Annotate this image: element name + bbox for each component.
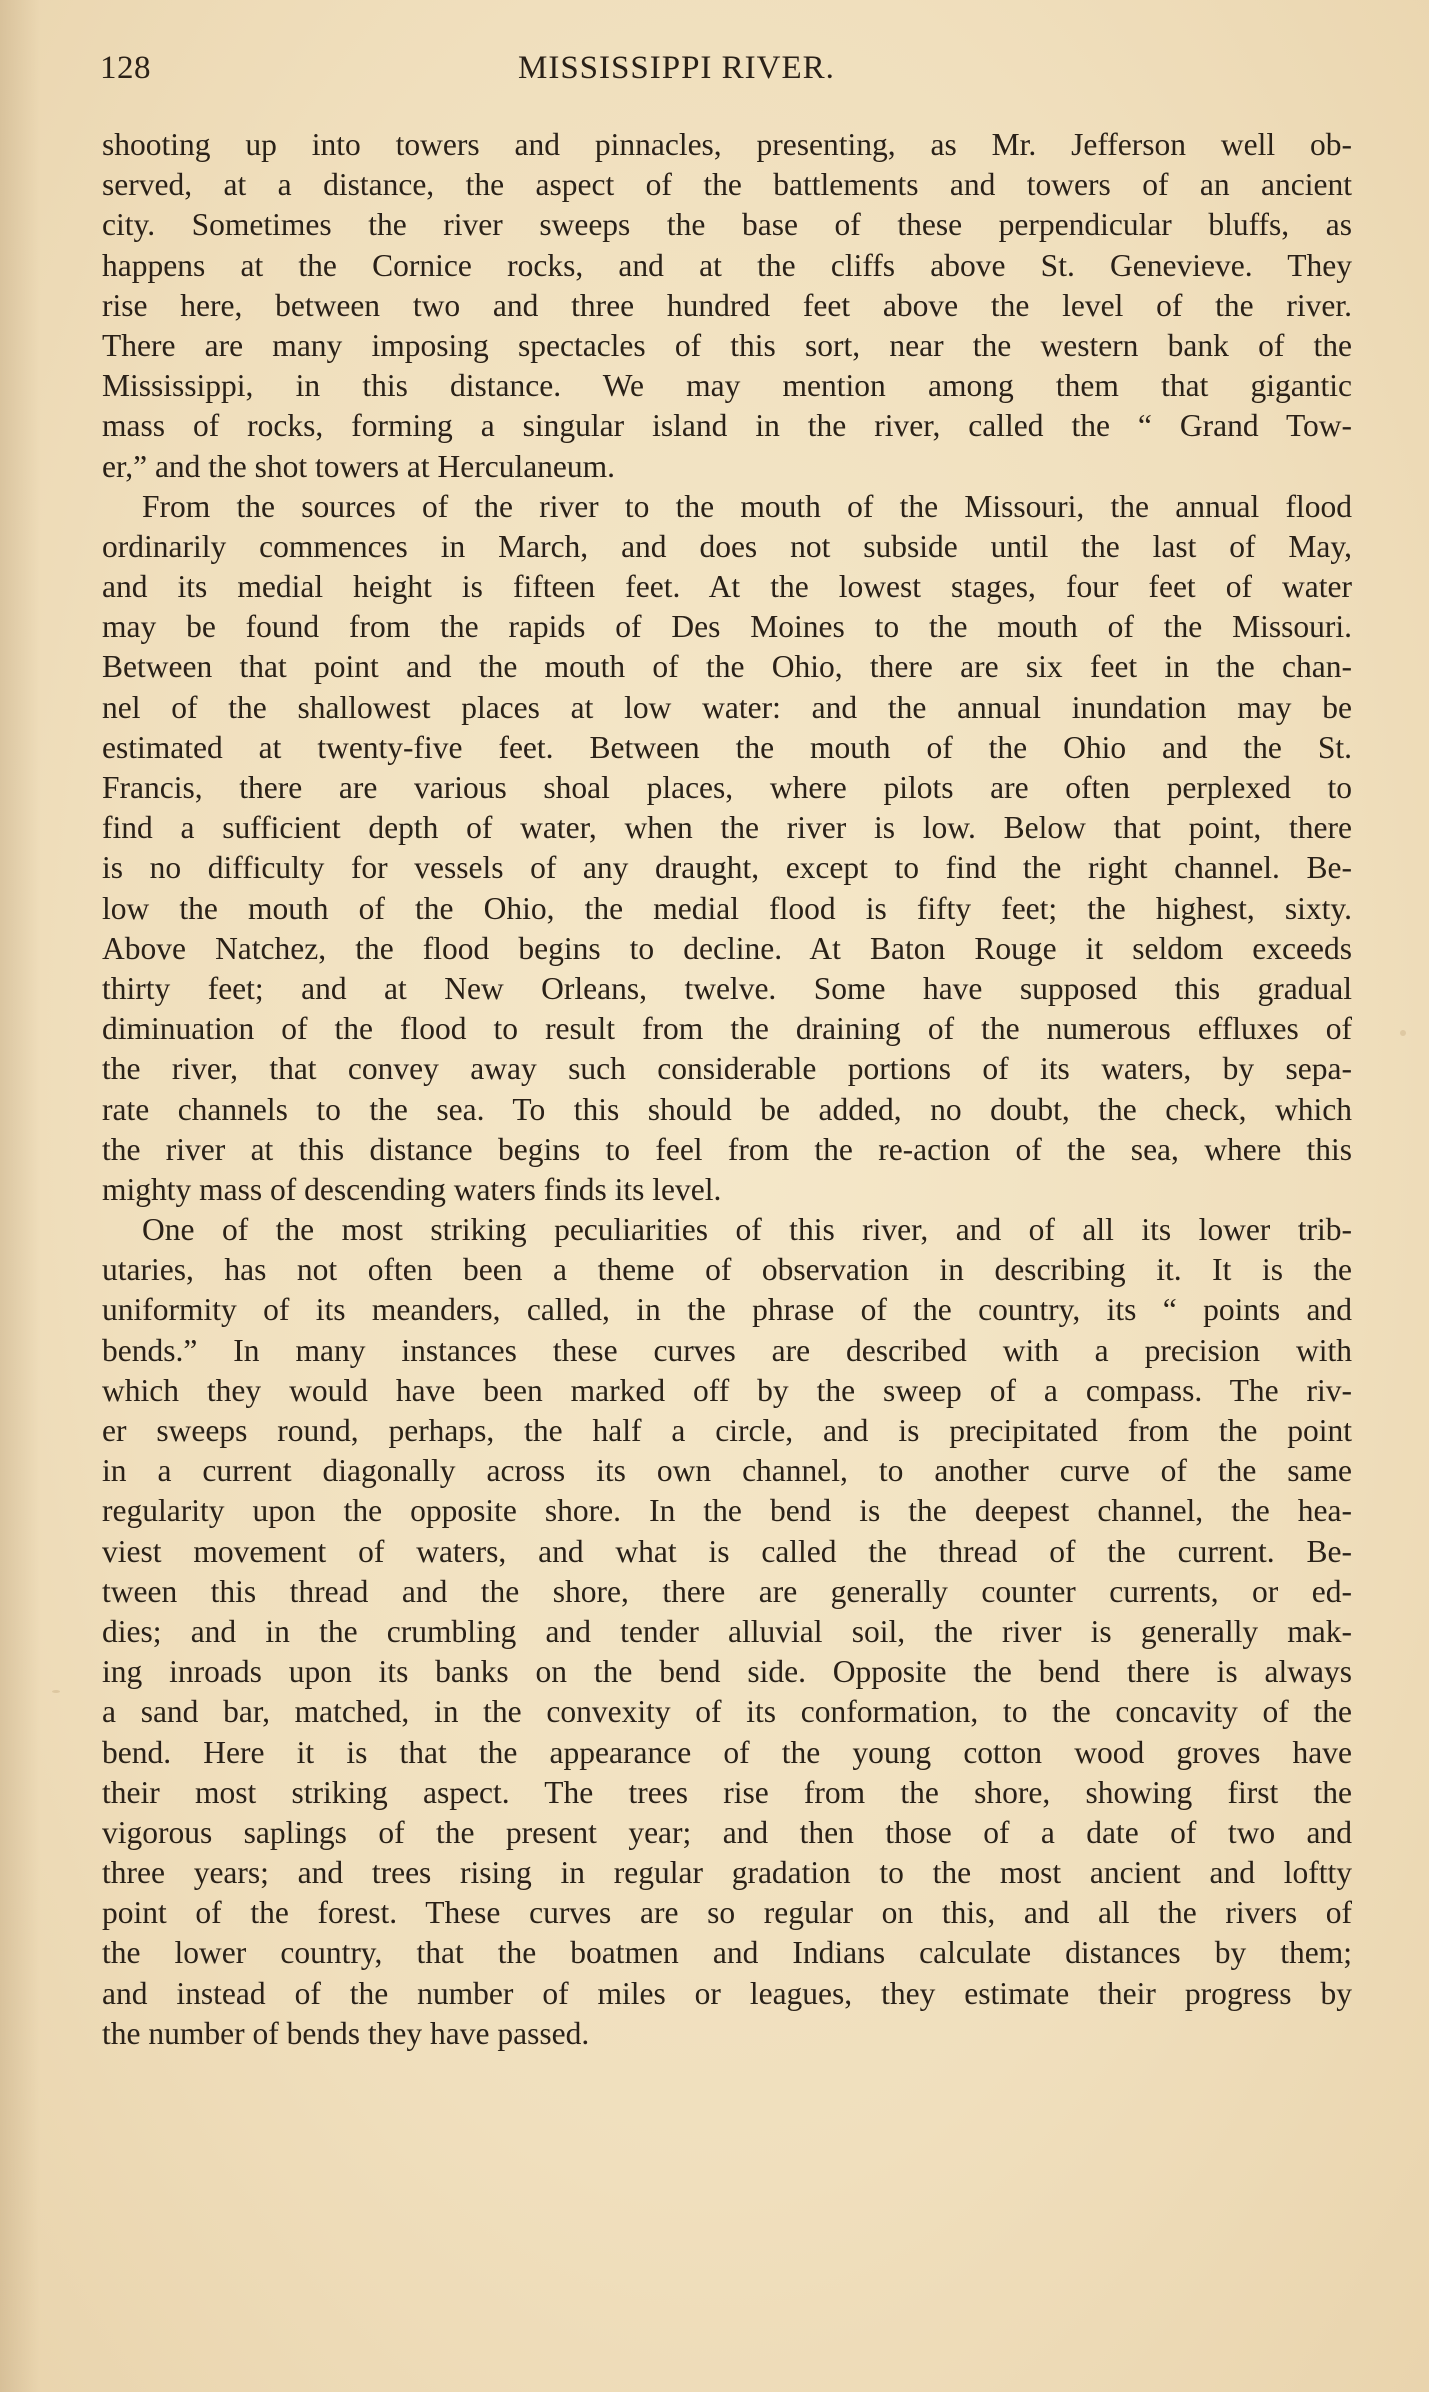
text-line: dies; and in the crumbling and tender alluvial soil, the river is generally mak- (102, 1613, 1352, 1649)
text-line: the lower country, that the boatmen and Indians calculate distances by them; (102, 1935, 1352, 1971)
text-line: er,” and the shot towers at Herculaneum. (102, 448, 616, 484)
text-line: city. Sometimes the river sweeps the base of these perpendicular bluffs, as (102, 207, 1352, 243)
text-line: Above Natchez, the flood begins to decline. At Baton Rouge it seldom exceeds (102, 930, 1352, 966)
text-line: Mississippi, in this distance. We may mention among them that gigantic (102, 368, 1352, 404)
text-line: a sand bar, matched, in the convexity of its conformation, to the concavity of the (102, 1694, 1352, 1730)
text-line: Francis, there are various shoal places, where pilots are often perplexed to (102, 770, 1352, 805)
body-text (102, 125, 1352, 2054)
text-line: Between that point and the mouth of the Ohio, there are six feet in the chan- (102, 649, 1352, 685)
text-line: in a current diagonally across its own channel, to another curve of the same (102, 1453, 1352, 1489)
page-header (100, 50, 1360, 110)
page-gutter-shadow (0, 0, 40, 2392)
text-line: estimated at twenty-five feet. Between the mouth of the Ohio and the St. (102, 729, 1352, 765)
text-line: mass of rocks, forming a singular island in the river, called the “ Grand Tow- (102, 408, 1352, 444)
text-line: and instead of the number of miles or leagues, they estimate their progress by (102, 1975, 1352, 2011)
text-line: is no difficulty for vessels of any draught, except to find the right channel. Be- (102, 850, 1352, 886)
text-line: regularity upon the opposite shore. In the bend is the deepest channel, the hea- (102, 1493, 1352, 1529)
text-line: One of the most striking peculiarities of this river, and of all its lower trib- (142, 1212, 1352, 1248)
text-line: may be found from the rapids of Des Moines to the mouth of the Missouri. (102, 609, 1352, 645)
text-line: er sweeps round, perhaps, the half a circle, and is precipitated from the point (102, 1413, 1352, 1448)
text-line: viest movement of waters, and what is called the thread of the current. Be- (102, 1533, 1352, 1569)
text-line: tween this thread and the shore, there are generally counter currents, or ed- (102, 1573, 1352, 1609)
text-line: utaries, has not often been a theme of observation in describing it. It is the (102, 1252, 1352, 1288)
text-line: rate channels to the sea. To this should be added, no doubt, the check, which (102, 1091, 1352, 1127)
text-line: ordinarily commences in March, and does not subside until the last of May, (102, 528, 1352, 564)
paper-spot (1400, 1030, 1406, 1036)
text-line: rise here, between two and three hundred feet above the level of the river. (102, 287, 1352, 323)
text-line: thirty feet; and at New Orleans, twelve. Some have supposed this gradual (102, 970, 1352, 1006)
text-line: ing inroads upon its banks on the bend side. Opposite the bend there is always (102, 1654, 1352, 1690)
text-line: bend. Here it is that the appearance of the young cotton wood groves have (102, 1734, 1352, 1770)
text-line: diminuation of the flood to result from the draining of the numerous effluxes of (102, 1011, 1352, 1047)
text-line: happens at the Cornice rocks, and at the cliffs above St. Genevieve. They (102, 247, 1352, 283)
text-line: three years; and trees rising in regular gradation to the most ancient and loftty (102, 1855, 1352, 1891)
text-line: and its medial height is fifteen feet. At the lowest stages, four feet of water (102, 569, 1352, 605)
text-line: point of the forest. These curves are so regular on this, and all the rivers of (102, 1895, 1352, 1931)
paper-spot (52, 1690, 60, 1693)
text-line: nel of the shallowest places at low water: and the annual inundation may be (102, 689, 1352, 725)
text-line: find a sufficient depth of water, when the river is low. Below that point, there (102, 810, 1352, 846)
text-line: shooting up into towers and pinnacles, presenting, as Mr. Jefferson well ob- (102, 127, 1352, 162)
text-line: vigorous saplings of the present year; and then those of a date of two and (102, 1814, 1352, 1850)
text-line: There are many imposing spectacles of this sort, near the western bank of the (102, 327, 1352, 363)
text-line: bends.” In many instances these curves are described with a precision with (102, 1332, 1352, 1368)
text-line: which they would have been marked off by the sweep of a compass. The riv- (102, 1372, 1352, 1408)
text-line: From the sources of the river to the mouth of the Missouri, the annual flood (142, 488, 1352, 524)
text-line: the number of bends they have passed. (102, 2015, 590, 2051)
text-line: served, at a distance, the aspect of the battlements and towers of an ancient (102, 167, 1352, 203)
text-line: low the mouth of the Ohio, the medial flood is fifty feet; the highest, sixty. (102, 890, 1352, 926)
text-line: their most striking aspect. The trees rise from the shore, showing first the (102, 1774, 1352, 1810)
running-title: MISSISSIPPI RIVER. (518, 50, 835, 86)
page-number: 128 (100, 50, 151, 86)
text-line: uniformity of its meanders, called, in the phrase of the country, its “ points and (102, 1292, 1352, 1328)
text-line: mighty mass of descending waters finds its level. (102, 1171, 722, 1207)
text-line: the river at this distance begins to feel from the re-action of the sea, where this (102, 1131, 1352, 1167)
text-line: the river, that convey away such considerable portions of its waters, by sepa- (102, 1051, 1352, 1087)
